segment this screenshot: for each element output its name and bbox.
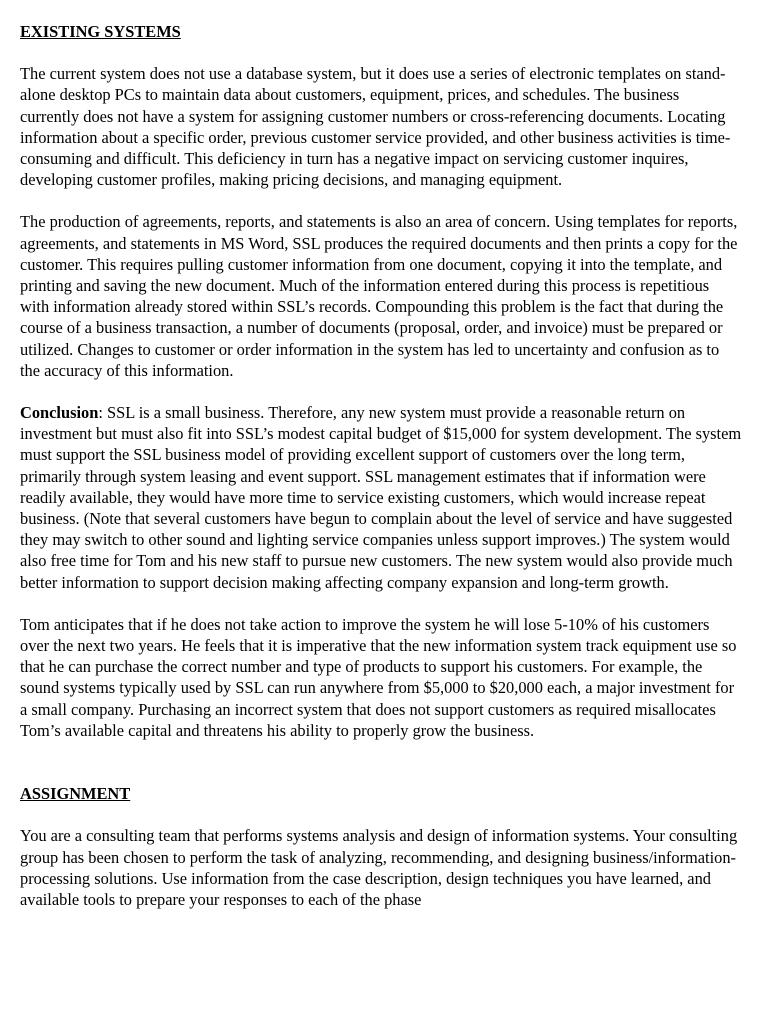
conclusion-label: Conclusion — [20, 403, 99, 423]
conclusion-paragraph — [20, 402, 742, 593]
assignment-paragraph-1: You are a consulting team that performs systems analysis and design of information systems. Your consulting group has been chosen to perform the task of analyzing, recommending, and designing business/information-processing solutions. Use information from the case description, design techniques you have learned, and available tools to prepare your responses to each of the phase — [20, 826, 738, 909]
existing-systems-paragraph-2: The production of agreements, reports, and statements is also an area of concern. Using templates for reports, agreements, and statements in MS Word, SSL produces the required documents and then prints a copy for the customer. This requires pulling customer information from one document, copying it into the template, and printing and saving the new document. Much of the information entered during this process is repetitious with information already stored within SSL’s records. Compounding this problem is the fact that during the course of a business transaction, a number of documents (proposal, order, and invoice) must be prepared or utilized. Changes to customer or order information in the system has led to uncertainty and confusion as to the accuracy of this information. — [20, 212, 738, 380]
existing-systems-paragraph-4: Tom anticipates that if he does not take action to improve the system he will lose 5-10% of his customers over the next two years. He feels that it is imperative that the new information system track equipment use so that he can purchase the correct number and type of products to support his customers. For example, the sound systems typically used by SSL can run anywhere from $5,000 to $20,000 each, a major investment for a small company. Purchasing an incorrect system that does not support customers as required misallocates Tom’s available capital and threatens his ability to properly grow the business. — [20, 614, 737, 740]
assignment-heading: ASSIGNMENT — [20, 784, 131, 804]
conclusion-text: : SSL is a small business. Therefore, any new system must provide a reasonable return on investment but must also fit into SSL’s modest capital budget of $15,000 for system development. The system must support the SSL business model of providing excellent support of customers over the long term, primarily through system leasing and event support. SSL management estimates that if information were readily available, they would have more time to service existing customers, which would increase repeat business. (Note that several customers have begun to complain about the level of service and have suggested they may switch to other sound and lighting service companies unless support improves.) The system would also free time for Tom and his new staff to pursue new customers. The new system would also provide much better information to support decision making affecting company expansion and long-term growth. — [20, 403, 742, 592]
existing-systems-paragraph-1: The current system does not use a database system, but it does use a series of electronic templates on stand-alone desktop PCs to maintain data about customers, equipment, prices, and schedules. The business currently does not have a system for assigning customer numbers or cross-referencing documents. Locating information about a specific order, previous customer service provided, and other business activities is time-consuming and difficult. This deficiency in turn has a negative impact on servicing customer inquires, developing customer profiles, making pricing decisions, and managing equipment. — [20, 64, 731, 190]
document-page — [20, 21, 742, 910]
existing-systems-heading: EXISTING SYSTEMS — [20, 22, 181, 41]
